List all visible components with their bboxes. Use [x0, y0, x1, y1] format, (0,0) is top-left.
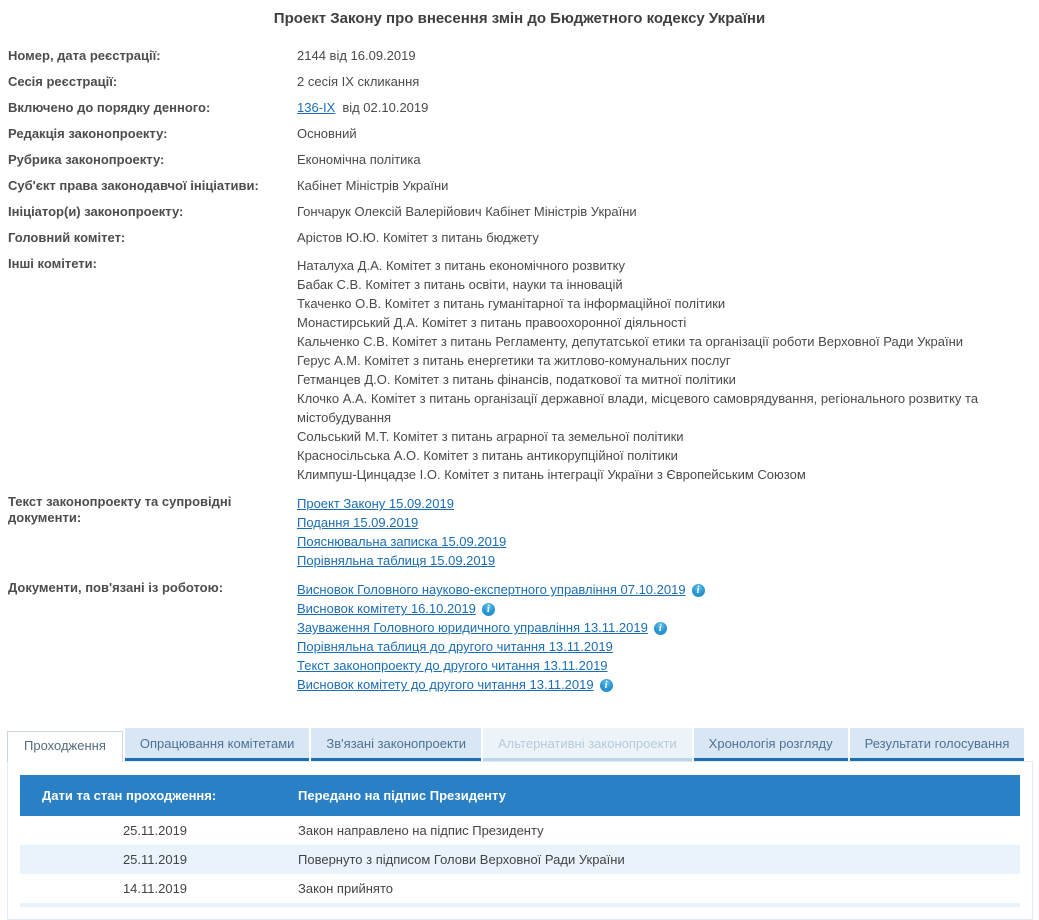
document-line — [297, 656, 1031, 675]
document-line — [297, 494, 1031, 513]
field-label: Включено до порядку денного: — [8, 100, 211, 115]
agenda-date: від 02.10.2019 — [342, 100, 429, 115]
document-link[interactable]: Висновок комітету 16.10.2019 — [297, 601, 476, 616]
committee-item: Гетманцев Д.О. Комітет з питань фінансів, податкової та митної політики — [297, 372, 736, 387]
agenda-law-link[interactable]: 136-IX — [297, 100, 336, 115]
document-link[interactable]: Пояснювальна записка 15.09.2019 — [297, 534, 507, 549]
document-line — [297, 551, 1031, 570]
tab-related-bills[interactable]: Зв'язані законопроекти — [311, 728, 481, 761]
row-status: Закон прийнято — [298, 881, 393, 896]
status-table-header-dates: Дати та стан проходження: — [20, 775, 290, 816]
tab-review-chronology[interactable]: Хронологія розгляду — [694, 728, 848, 761]
committee-item: Клочко А.А. Комітет з питань організації державної влади, місцевого самоврядування, регіонального розвитку та містобудування — [297, 391, 979, 425]
row-date: 25.11.2019 — [122, 823, 188, 838]
tab-alternative-bills: Альтернативні законопроекти — [483, 728, 692, 761]
field-label: Документи, пов'язані із роботою: — [8, 580, 224, 595]
field-label: Сесія реєстрації: — [8, 74, 118, 89]
status-table-header-row — [20, 775, 1020, 816]
document-line — [297, 580, 1031, 599]
committee-item: Красносільська А.О. Комітет з питань антикорупційної політики — [297, 448, 678, 463]
document-link[interactable]: Проект Закону 15.09.2019 — [297, 496, 454, 511]
committee-item: Герус А.М. Комітет з питань енергетики та житлово-комунальних послуг — [297, 353, 731, 368]
document-line — [297, 532, 1031, 551]
field-row-bill-documents — [0, 494, 1039, 570]
committee-item: Кальченко С.В. Комітет з питань Регламенту, депутатської етики та організації роботи Верховної Ради України — [297, 334, 964, 349]
document-link[interactable]: Порівняльна таблиця до другого читання 13.11.2019 — [297, 639, 613, 654]
page-title: Проект Закону про внесення змін до Бюджетного кодексу України — [273, 10, 766, 27]
committee-item: Ткаченко О.В. Комітет з питань гуманітарної та інформаційної політики — [297, 296, 726, 311]
document-line — [297, 599, 1031, 618]
document-link[interactable]: Порівняльна таблиця 15.09.2019 — [297, 553, 496, 568]
tab-passage[interactable]: Проходження — [7, 731, 123, 762]
document-link[interactable]: Висновок Головного науково-експертного управління 07.10.2019 — [297, 582, 686, 597]
status-table-header-current-status: Передано на підпис Президенту — [290, 775, 1020, 816]
tab-committee-processing[interactable]: Опрацювання комітетами — [125, 728, 310, 761]
committee-item: Наталуха Д.А. Комітет з питань економічного розвитку — [297, 258, 625, 273]
field-value: 2 сесія IX скликання — [297, 74, 420, 89]
field-label: Суб'єкт права законодавчої ініціативи: — [8, 178, 259, 193]
committee-item: Монастирський Д.А. Комітет з питань правоохоронної діяльності — [297, 315, 687, 330]
field-value: Гончарук Олексій Валерійович Кабінет Міністрів України — [297, 204, 637, 219]
field-row-initiative-subject — [0, 178, 1039, 194]
field-value: 2144 від 16.09.2019 — [297, 48, 416, 63]
field-row-other-committees — [0, 256, 1039, 484]
committee-item: Климпуш-Цинцадзе І.О. Комітет з питань інтеграції України з Європейським Союзом — [297, 467, 806, 482]
document-line — [297, 637, 1031, 656]
row-status: Повернуто з підписом Голови Верховної Ради України — [298, 852, 625, 867]
row-date: 14.11.2019 — [122, 881, 188, 896]
field-row-registration — [0, 48, 1039, 64]
bill-details — [0, 48, 1039, 694]
tab-bar — [7, 728, 1033, 761]
field-row-session — [0, 74, 1039, 90]
field-row-initiators — [0, 204, 1039, 220]
document-link[interactable]: Текст законопроекту до другого читання 13.11.2019 — [297, 658, 608, 673]
field-row-main-committee — [0, 230, 1039, 246]
info-icon[interactable]: i — [654, 622, 667, 635]
info-icon[interactable]: i — [482, 603, 495, 616]
field-label: Рубрика законопроекту: — [8, 152, 165, 167]
table-row — [20, 845, 1020, 874]
committees-list — [297, 256, 1039, 484]
field-label: Головний комітет: — [8, 230, 126, 245]
field-value: Кабінет Міністрів України — [297, 178, 449, 193]
tab-voting-results[interactable]: Результати голосування — [850, 728, 1025, 761]
field-row-agenda — [0, 100, 1039, 116]
table-row — [20, 874, 1020, 903]
document-line — [297, 675, 1031, 694]
document-line — [297, 618, 1031, 637]
field-value — [297, 100, 1039, 116]
field-row-edition — [0, 126, 1039, 142]
info-icon[interactable]: i — [600, 679, 613, 692]
tabs-section — [7, 728, 1033, 920]
field-label: Текст законопроекту та супровідні документи: — [8, 494, 232, 525]
field-value: Основний — [297, 126, 357, 141]
field-row-work-documents — [0, 580, 1039, 694]
field-label: Редакція законопроекту: — [8, 126, 168, 141]
bill-documents-list — [297, 494, 1039, 570]
document-link[interactable]: Подання 15.09.2019 — [297, 515, 419, 530]
document-link[interactable]: Висновок комітету до другого читання 13.11.2019 — [297, 677, 594, 692]
status-table — [20, 775, 1020, 903]
table-row — [20, 816, 1020, 845]
row-status: Закон направлено на підпис Президенту — [298, 823, 544, 838]
field-row-rubric — [0, 152, 1039, 168]
partial-next-row — [20, 903, 1020, 907]
info-icon[interactable]: i — [692, 584, 705, 597]
document-line — [297, 513, 1031, 532]
field-label: Інші комітети: — [8, 256, 97, 271]
committee-item: Сольський М.Т. Комітет з питань аграрної та земельної політики — [297, 429, 684, 444]
field-value: Арістов Ю.Ю. Комітет з питань бюджету — [297, 230, 539, 245]
document-link[interactable]: Зауваження Головного юридичного управління 13.11.2019 — [297, 620, 648, 635]
field-label: Ініціатор(и) законопроекту: — [8, 204, 184, 219]
row-date: 25.11.2019 — [122, 852, 188, 867]
field-value: Економічна політика — [297, 152, 421, 167]
field-label: Номер, дата реєстрації: — [8, 48, 161, 63]
committee-item: Бабак С.В. Комітет з питань освіти, науки та інновацій — [297, 277, 623, 292]
work-documents-list — [297, 580, 1039, 694]
passage-panel — [7, 761, 1033, 920]
